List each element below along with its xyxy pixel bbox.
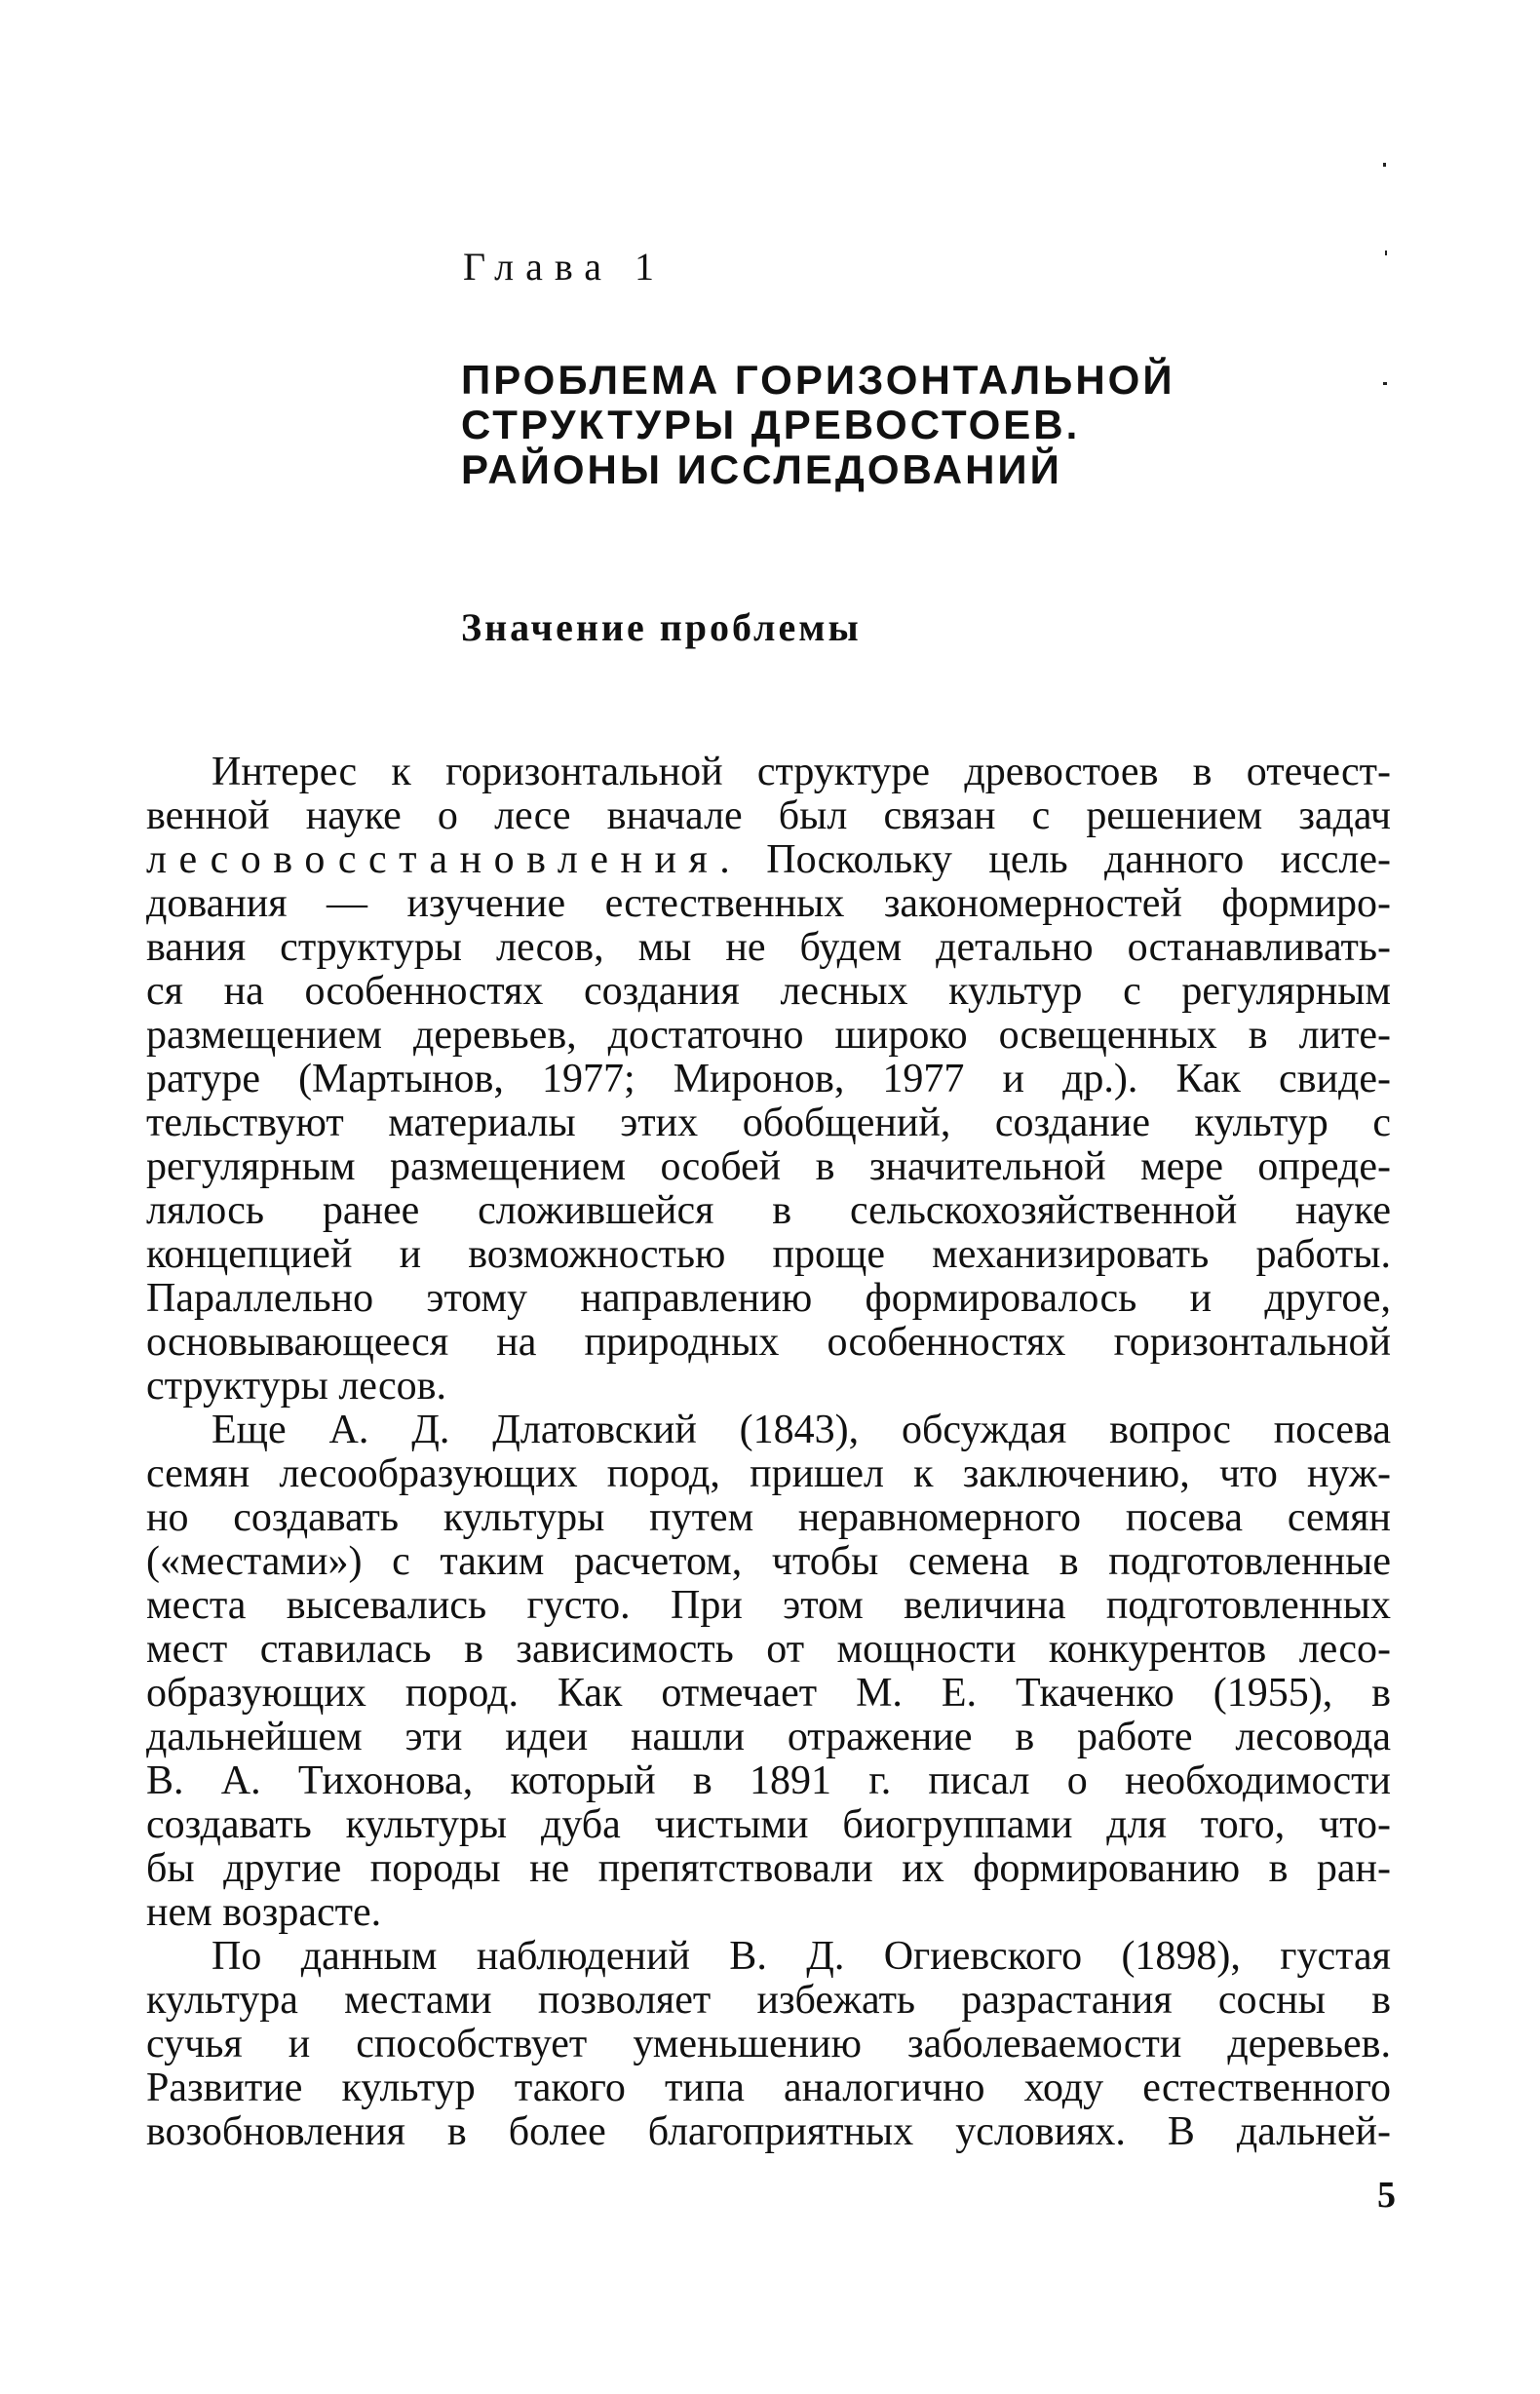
line-text: По данным наблюдений В. Д. Огиевского (1898), густая (212, 1935, 1391, 1979)
line-text: места высевались густо. При этом величина подготовленных (146, 1584, 1391, 1628)
line-text: размещением деревьев, достаточно широко освещенных в лите- (146, 1014, 1391, 1058)
spaced-emphasis: лесовосстановления (146, 838, 720, 882)
text-line (146, 2066, 1391, 2110)
line-text: тельствуют материалы этих обобщений, создание культур с (146, 1101, 1391, 1145)
line-text: Параллельно этому направлению формировалось и другое, (146, 1277, 1391, 1321)
text-line (146, 1365, 1391, 1409)
line-text: вания структуры лесов, мы не будем детально останавливать- (146, 926, 1391, 970)
line-text: возобновления в более благоприятных условиях. В дальней- (146, 2110, 1391, 2154)
line-text: семян лесообразующих пород, пришел к заключению, что нуж- (146, 1452, 1391, 1496)
text-line (146, 2023, 1391, 2066)
text-line (146, 1409, 1391, 1452)
chapter-title (461, 358, 1175, 492)
line-text: Развитие культур такого типа аналогично ходу естественного (146, 2066, 1391, 2110)
text-line (146, 1189, 1391, 1233)
line-text: основывающееся на природных особенностях горизонтальной (146, 1321, 1391, 1365)
line-text: . Поскольку цель данного иссле- (719, 838, 1391, 882)
line-text: Еще А. Д. Длатовский (1843), обсуждая вопрос посева (212, 1409, 1391, 1452)
text-line (146, 1496, 1391, 1540)
text-line (146, 882, 1391, 926)
text-line (146, 838, 1391, 882)
text-line (146, 1935, 1391, 1979)
text-line (146, 2110, 1391, 2154)
text-line (146, 1716, 1391, 1759)
line-text: венной науке о лесе вначале был связан с решением задач (146, 794, 1391, 838)
line-text: ся на особенностях создания лесных культур с регулярным (146, 970, 1391, 1014)
text-line (146, 1803, 1391, 1847)
line-text: дальнейшем эти идеи нашли отражение в работе лесовода (146, 1716, 1391, 1759)
text-line (146, 751, 1391, 794)
text-line (146, 1452, 1391, 1496)
line-text: регулярным размещением особей в значительной мере опреде- (146, 1145, 1391, 1189)
text-line (146, 1847, 1391, 1891)
text-line (146, 1672, 1391, 1716)
paragraph (146, 1409, 1391, 1935)
text-line (146, 794, 1391, 838)
paragraph (146, 1935, 1391, 2154)
chapter-title-line: СТРУКТУРЫ ДРЕВОСТОЕВ. (461, 402, 1081, 447)
paragraph (146, 751, 1391, 1409)
text-line (146, 1145, 1391, 1189)
line-text: лялось ранее сложившейся в сельскохозяйственной науке (146, 1189, 1391, 1233)
line-text: но создавать культуры путем неравномерного посева семян (146, 1496, 1391, 1540)
text-line (146, 1979, 1391, 2023)
scan-speck (1383, 382, 1387, 385)
text-line (146, 1058, 1391, 1101)
chapter-label: Глава 1 (463, 245, 666, 289)
line-text: культура местами позволяет избежать разрастания сосны в (146, 1979, 1391, 2023)
text-line (146, 1014, 1391, 1058)
line-text: нем возрасте. (146, 1891, 382, 1935)
line-text: структуры лесов. (146, 1365, 446, 1409)
line-text: бы другие породы не препятствовали их формированию в ран- (146, 1847, 1391, 1891)
text-line (146, 1584, 1391, 1628)
line-text: дования — изучение естественных закономерностей формиро- (146, 882, 1391, 926)
text-line (146, 1628, 1391, 1672)
page-number: 5 (1377, 2175, 1396, 2216)
line-text: мест ставилась в зависимость от мощности конкурентов лесо- (146, 1628, 1391, 1672)
text-line (146, 1101, 1391, 1145)
text-line (146, 1759, 1391, 1803)
chapter-title-line: ПРОБЛЕМА ГОРИЗОНТАЛЬНОЙ (461, 357, 1175, 403)
scan-speck (1385, 251, 1387, 255)
body-text (146, 751, 1391, 2154)
line-text: Интерес к горизонтальной структуре древостоев в отечест- (212, 751, 1391, 794)
text-line (146, 1277, 1391, 1321)
text-line (146, 970, 1391, 1014)
line-text: В. А. Тихонова, который в 1891 г. писал о необходимости (146, 1759, 1391, 1803)
line-text: создавать культуры дуба чистыми биогруппами для того, что- (146, 1803, 1391, 1847)
text-line (146, 1891, 1391, 1935)
line-text: концепцией и возможностью проще механизировать работы. (146, 1233, 1391, 1277)
text-line (146, 1540, 1391, 1584)
line-text: сучья и способствует уменьшению заболеваемости деревьев. (146, 2023, 1391, 2066)
section-heading: Значение проблемы (461, 605, 862, 649)
text-line (146, 1321, 1391, 1365)
line-text: («местами») с таким расчетом, чтобы семена в подготовленные (146, 1540, 1391, 1584)
line-text: ратуре (Мартынов, 1977; Миронов, 1977 и др.). Как свиде- (146, 1058, 1391, 1101)
text-line (146, 1233, 1391, 1277)
line-text: образующих пород. Как отмечает М. Е. Ткаченко (1955), в (146, 1672, 1391, 1716)
text-line (146, 926, 1391, 970)
scan-speck (1383, 163, 1386, 167)
chapter-title-line: РАЙОНЫ ИССЛЕДОВАНИЙ (461, 446, 1062, 492)
